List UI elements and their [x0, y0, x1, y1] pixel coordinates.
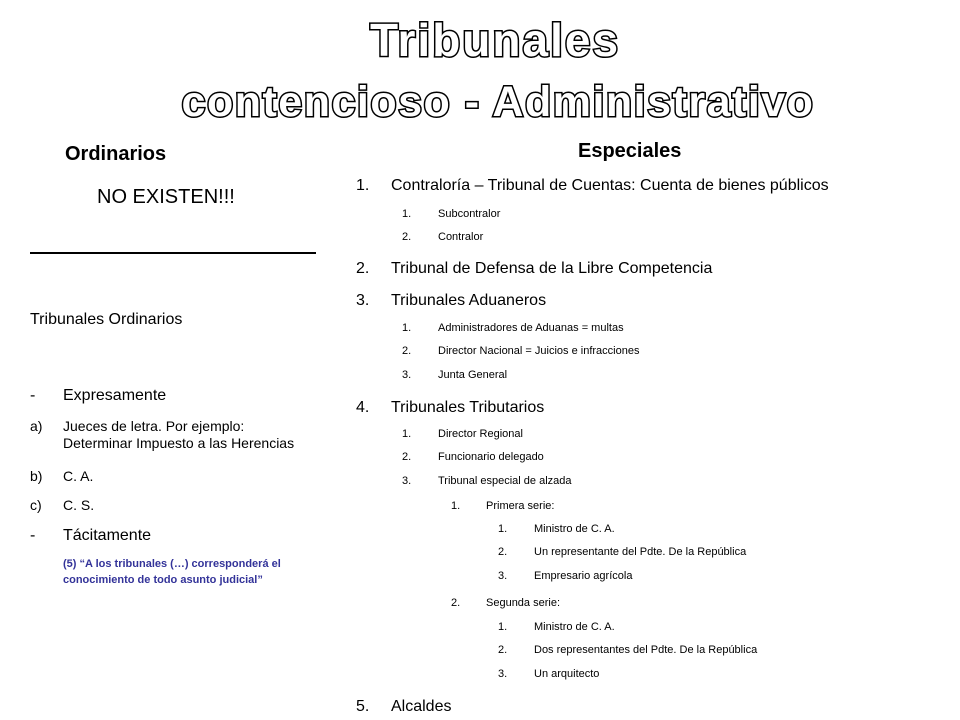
list-item-level-2: [402, 208, 500, 220]
list-item-a: [30, 418, 294, 452]
list-number: 2.: [356, 260, 370, 277]
tacitamente-item: [30, 527, 151, 545]
list-text: Segunda serie:: [486, 597, 560, 609]
no-existen-text: NO EXISTEN!!!: [97, 186, 235, 208]
list-item-level-4: [498, 668, 599, 680]
list-number: 3.: [498, 570, 508, 582]
list-text: Ministro de C. A.: [534, 523, 615, 535]
list-text: Director Nacional = Juicios e infracciones: [438, 345, 640, 357]
list-number: 2.: [451, 597, 461, 609]
list-number: 1.: [402, 428, 412, 440]
list-number: 2.: [402, 231, 412, 243]
list-marker: -: [30, 527, 36, 544]
list-item-level-2: [402, 451, 544, 463]
list-number: 4.: [356, 399, 370, 416]
list-text: Un representante del Pdte. De la República: [534, 546, 747, 558]
list-text: Empresario agrícola: [534, 570, 633, 582]
tribunales-ordinarios-label: Tribunales Ordinarios: [30, 311, 183, 328]
list-item-c: [30, 497, 94, 513]
list-item-level-2: [402, 345, 639, 357]
list-number: 5.: [356, 698, 370, 715]
list-text: Contralor: [438, 231, 484, 243]
list-marker: c): [30, 497, 42, 513]
list-number: 1.: [498, 523, 508, 535]
list-text-line2: Determinar Impuesto a las Herencias: [63, 435, 295, 451]
list-text: Tribunales Tributarios: [391, 399, 545, 416]
title-outline-text: [0, 8, 960, 123]
ordinarios-heading: Ordinarios: [65, 143, 167, 165]
list-number: 2.: [498, 546, 508, 558]
list-text: Ministro de C. A.: [534, 621, 615, 633]
list-text: C. A.: [63, 468, 94, 484]
list-marker: b): [30, 468, 43, 484]
divider-line: [30, 252, 316, 254]
list-item-level-2: [402, 322, 624, 334]
list-item-b: [30, 468, 93, 484]
list-text: Tribunal especial de alzada: [438, 475, 572, 487]
list-item-level-4: [498, 621, 615, 633]
list-item-level-4: [498, 546, 746, 558]
list-number: 2.: [402, 345, 412, 357]
list-number: 3.: [402, 475, 412, 487]
list-text: Alcaldes: [391, 698, 452, 715]
note-line1: (5) “A los tribunales (…) corresponderá el: [63, 558, 281, 570]
expresamente-item: [30, 387, 166, 405]
list-text-line1: Jueces de letra. Por ejemplo:: [63, 418, 245, 434]
list-item-level-2: [402, 231, 483, 243]
list-text: Dos representantes del Pdte. De la República: [534, 644, 758, 656]
list-item-level-2: [402, 428, 523, 440]
article-note: [30, 556, 281, 588]
list-number: 3.: [402, 369, 412, 381]
list-text: Expresamente: [63, 387, 167, 404]
list-item-level-1: [356, 260, 712, 278]
list-number: 2.: [402, 451, 412, 463]
list-number: 3.: [498, 668, 508, 680]
list-item-level-1: [356, 177, 829, 195]
list-number: 1.: [402, 208, 412, 220]
list-text: Director Regional: [438, 428, 523, 440]
list-text: Tribunales Aduaneros: [391, 292, 547, 309]
list-text: C. S.: [63, 497, 95, 513]
list-item-level-2: [402, 369, 507, 381]
list-item-level-2: [402, 475, 572, 487]
list-item-level-1: [356, 698, 451, 716]
title-line-2: contencioso - Administrativo: [181, 78, 815, 123]
list-number: 1.: [402, 322, 412, 334]
list-number: 3.: [356, 292, 370, 309]
list-item-level-4: [498, 523, 615, 535]
list-text: Tribunal de Defensa de la Libre Competencia: [391, 260, 713, 277]
list-item-level-4: [498, 644, 757, 656]
list-marker: -: [30, 387, 36, 404]
list-item-level-1: [356, 292, 546, 310]
list-number: 1.: [498, 621, 508, 633]
list-text: Funcionario delegado: [438, 451, 544, 463]
note-line2: conocimiento de todo asunto judicial”: [63, 574, 263, 586]
list-number: 2.: [498, 644, 508, 656]
list-text: Contraloría – Tribunal de Cuentas: Cuenta de bienes públicos: [391, 177, 829, 194]
especiales-heading: Especiales: [578, 140, 682, 162]
list-text: Junta General: [438, 369, 508, 381]
list-text: Un arquitecto: [534, 668, 600, 680]
list-item-level-4: [498, 570, 632, 582]
list-text: Primera serie:: [486, 500, 555, 512]
list-item-level-3: [451, 597, 560, 609]
list-text: Administradores de Aduanas = multas: [438, 322, 624, 334]
list-number: 1.: [451, 500, 461, 512]
title-line-1: Tribunales: [369, 14, 621, 66]
list-text: Tácitamente: [63, 527, 152, 544]
list-marker: a): [30, 418, 43, 434]
list-item-level-1: [356, 399, 544, 417]
list-number: 1.: [356, 177, 370, 194]
list-item-level-3: [451, 500, 554, 512]
slide-title: [0, 8, 960, 123]
list-text: Subcontralor: [438, 208, 501, 220]
